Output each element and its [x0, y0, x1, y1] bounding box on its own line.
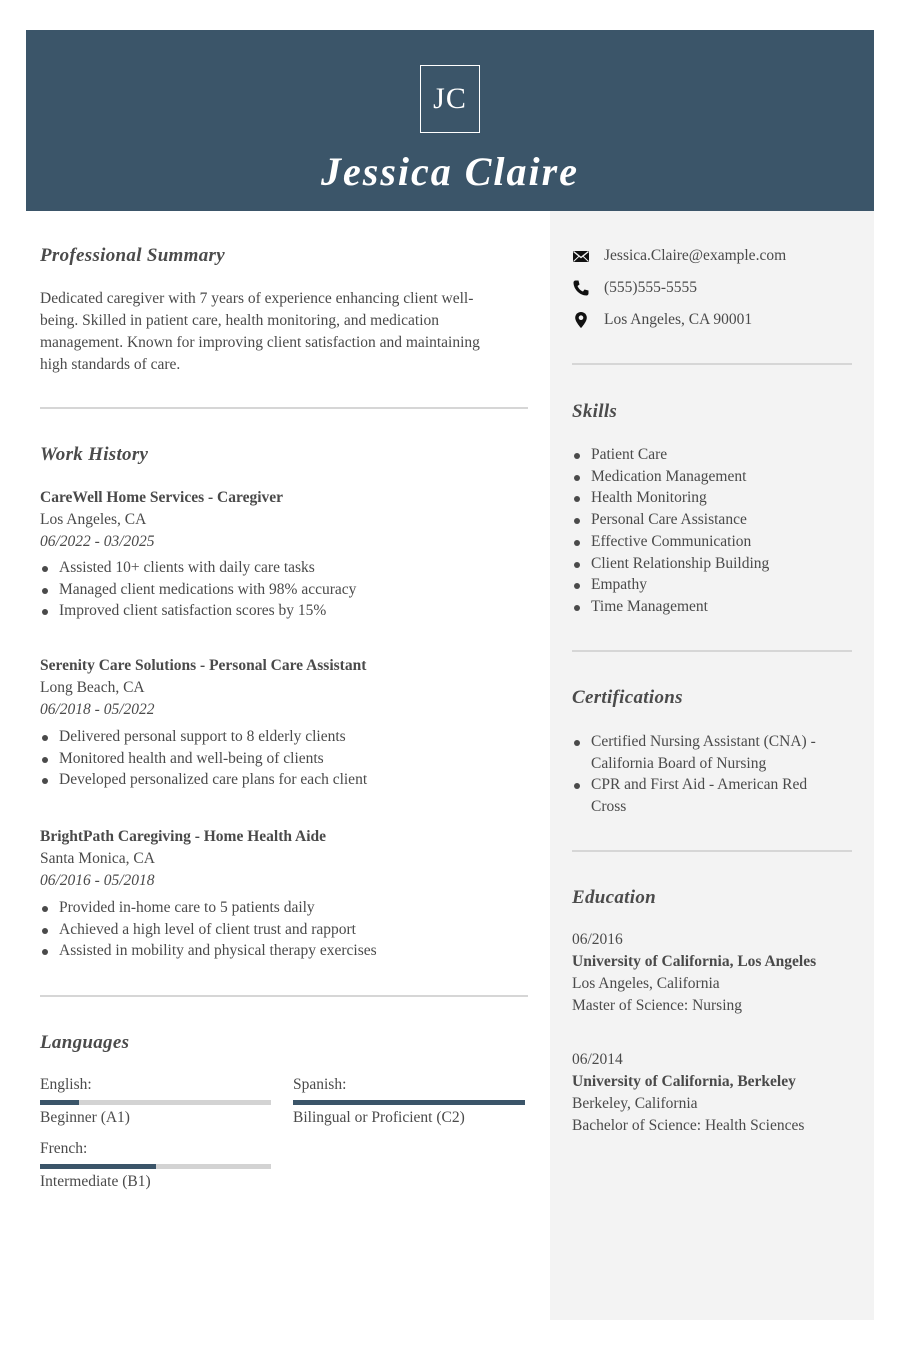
list-item: Improved client satisfaction scores by 15%	[40, 600, 520, 622]
list-item: Monitored health and well-being of clients	[40, 748, 520, 770]
list-item: Patient Care	[572, 444, 852, 466]
summary-text	[40, 288, 520, 376]
monogram: JC	[420, 65, 480, 133]
summary-line: Dedicated caregiver with 7 years of experience enhancing client well-	[40, 290, 474, 307]
education-location: Berkeley, California	[572, 1095, 698, 1112]
list-item: Assisted 10+ clients with daily care tasks	[40, 557, 520, 579]
contact-location: Los Angeles, CA 90001	[604, 311, 753, 328]
language-level-bar	[293, 1100, 525, 1105]
contact-email-row	[572, 245, 872, 267]
phone-icon	[572, 279, 590, 297]
summary-title: Professional Summary	[40, 245, 225, 266]
education-title: Education	[572, 887, 656, 908]
language-level-bar	[40, 1164, 271, 1169]
language-level-fill	[40, 1100, 79, 1105]
divider	[572, 363, 852, 365]
job-bullets	[40, 726, 520, 791]
language-level-fill	[293, 1100, 525, 1105]
certification-line: CPR and First Aid - American Red	[591, 776, 808, 794]
job-bullets	[40, 897, 520, 962]
list-item: Medication Management	[572, 466, 852, 488]
list-item: Health Monitoring	[572, 487, 852, 509]
job-dates: 06/2016 - 05/2018	[40, 872, 155, 889]
summary-line: being. Skilled in patient care, health monitoring, and medication	[40, 312, 440, 329]
job-location: Santa Monica, CA	[40, 850, 155, 867]
job-bullets	[40, 557, 520, 622]
certification-line: Certified Nursing Assistant (CNA) -	[591, 733, 816, 750]
divider	[40, 995, 528, 997]
skills-title: Skills	[572, 401, 618, 422]
language-level-bar	[40, 1100, 271, 1105]
map-pin-icon	[572, 311, 590, 329]
list-item: Achieved a high level of client trust and rapport	[40, 919, 520, 941]
education-date: 06/2014	[572, 1051, 623, 1068]
language-name: Spanish:	[293, 1076, 347, 1093]
list-item: Delivered personal support to 8 elderly clients	[40, 726, 520, 748]
job-dates: 06/2022 - 03/2025	[40, 533, 155, 550]
education-date: 06/2016	[572, 931, 623, 948]
language-level: Bilingual or Proficient (C2)	[293, 1109, 465, 1126]
candidate-name: Jessica Claire	[321, 149, 579, 194]
list-item: Personal Care Assistance	[572, 509, 852, 531]
education-location: Los Angeles, California	[572, 975, 720, 992]
contact-email[interactable]: Jessica.Claire@example.com	[604, 247, 787, 264]
divider	[572, 650, 852, 652]
list-item: Time Management	[572, 596, 852, 618]
resume-header	[26, 30, 874, 211]
contact-phone[interactable]: (555)555-5555	[604, 279, 697, 296]
job-heading: CareWell Home Services - Caregiver	[40, 489, 284, 506]
skills-list	[572, 444, 852, 618]
languages-title: Languages	[40, 1032, 130, 1053]
list-item: Empathy	[572, 574, 852, 596]
education-degree: Master of Science: Nursing	[572, 997, 743, 1014]
certifications-list	[572, 731, 852, 818]
education-school: University of California, Los Angeles	[572, 953, 817, 970]
list-item	[572, 774, 852, 817]
job-dates: 06/2018 - 05/2022	[40, 701, 155, 718]
certifications-title: Certifications	[572, 687, 683, 708]
job-heading: Serenity Care Solutions - Personal Care Assistant	[40, 657, 367, 674]
language-level: Beginner (A1)	[40, 1109, 130, 1126]
language-level: Intermediate (B1)	[40, 1173, 151, 1190]
education-school: University of California, Berkeley	[572, 1073, 796, 1090]
summary-line: high standards of care.	[40, 356, 181, 373]
list-item: Assisted in mobility and physical therapy exercises	[40, 940, 520, 962]
work-history-title: Work History	[40, 444, 149, 465]
language-level-fill	[40, 1164, 156, 1169]
summary-line: management. Known for improving client satisfaction and maintaining	[40, 334, 480, 351]
list-item: Provided in-home care to 5 patients daily	[40, 897, 520, 919]
divider	[40, 407, 528, 409]
job-location: Los Angeles, CA	[40, 511, 147, 528]
contact-phone-row	[572, 277, 872, 299]
education-degree: Bachelor of Science: Health Sciences	[572, 1117, 805, 1134]
language-name: French:	[40, 1140, 88, 1157]
language-name: English:	[40, 1076, 92, 1093]
job-heading: BrightPath Caregiving - Home Health Aide	[40, 828, 327, 845]
resume-page	[26, 30, 874, 1320]
job-location: Long Beach, CA	[40, 679, 145, 696]
list-item: Client Relationship Building	[572, 553, 852, 575]
list-item: Effective Communication	[572, 531, 852, 553]
list-item: Managed client medications with 98% accuracy	[40, 579, 520, 601]
divider	[572, 850, 852, 852]
contact-location-row	[572, 309, 872, 331]
envelope-icon	[572, 247, 590, 265]
certification-line: California Board of Nursing	[591, 754, 767, 772]
certification-line: Cross	[591, 798, 627, 816]
list-item	[572, 731, 852, 774]
list-item: Developed personalized care plans for each client	[40, 769, 520, 791]
